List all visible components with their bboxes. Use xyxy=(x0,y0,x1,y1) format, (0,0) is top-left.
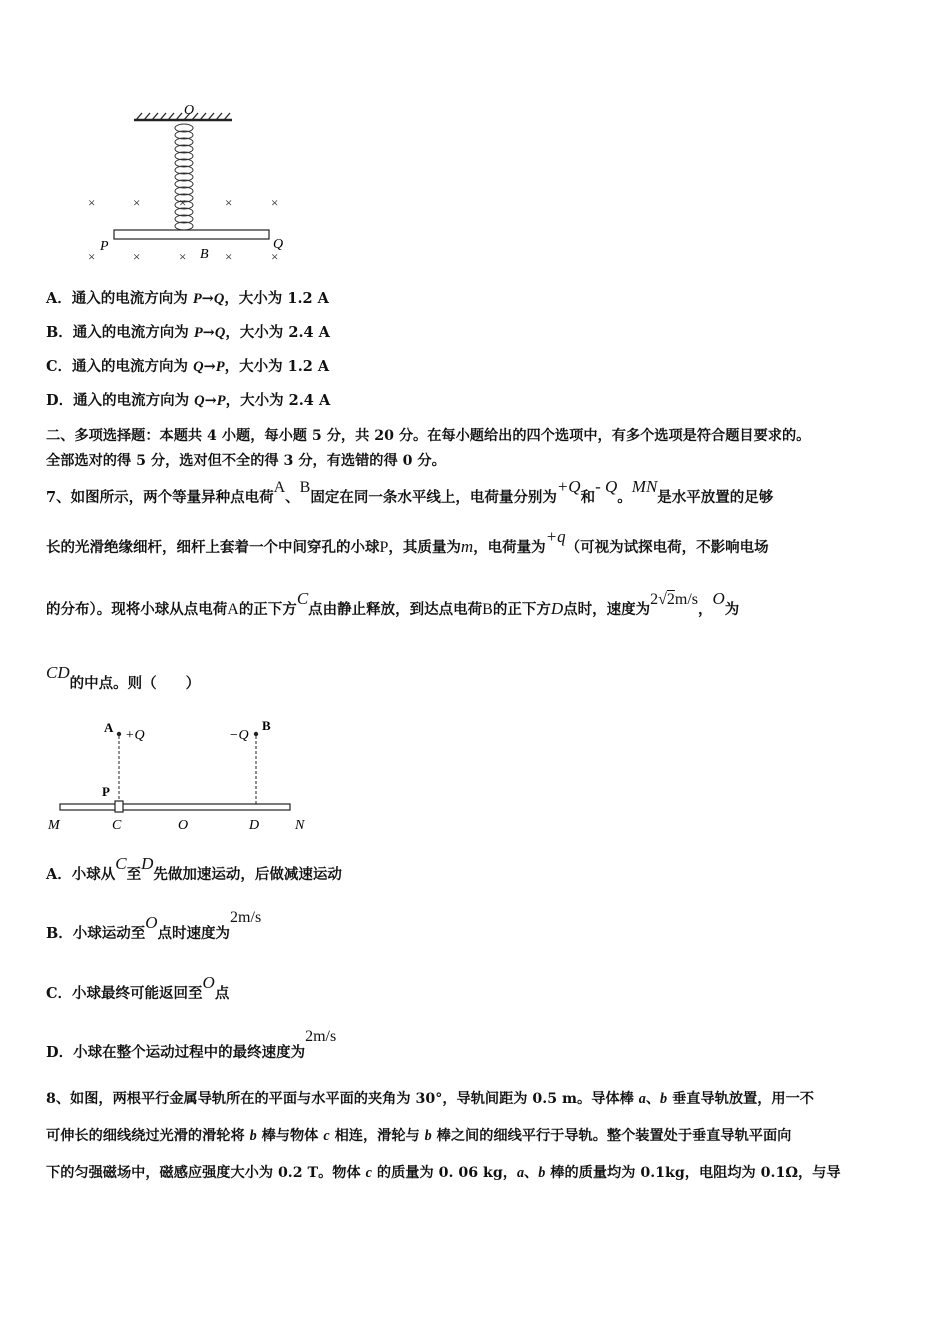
rod-pq xyxy=(114,230,269,239)
ball-p xyxy=(115,801,123,812)
charges-figure xyxy=(44,712,324,837)
label-b: B xyxy=(200,247,209,262)
section2-line2: 全部选对的得 5 分，选对但不全的得 3 分，有选错的得 0 分。 xyxy=(46,453,446,469)
svg-text:×: × xyxy=(225,195,233,210)
label-d: D xyxy=(249,818,260,833)
q7-option-a: A．小球从C至D先做加速运动，后做减速运动 xyxy=(46,854,342,883)
label-m: M xyxy=(48,818,60,833)
label-plus-q: +Q xyxy=(125,728,145,743)
svg-text:×: × xyxy=(133,195,141,210)
rod-mn xyxy=(60,804,290,810)
spring-figure xyxy=(80,98,300,268)
label-o: O xyxy=(184,103,195,118)
label-o: O xyxy=(178,818,189,833)
label-q: Q xyxy=(273,237,284,252)
label-a: A xyxy=(104,720,114,735)
svg-text:×: × xyxy=(88,249,96,264)
q6-option-b: B．通入的电流方向为 P→Q，大小为 2.4 A xyxy=(46,324,330,341)
svg-text:×: × xyxy=(179,249,187,264)
q6-option-d: D．通入的电流方向为 Q→P，大小为 2.4 A xyxy=(46,392,331,409)
speed-value: 2√2m/s xyxy=(650,591,699,608)
q8-line1: 8、如图，两根平行金属导轨所在的平面与水平面的夹角为 30°，导轨间距为 0.5 m。导体棒 a、b 垂直导轨放置，用一不 xyxy=(46,1091,814,1107)
q6-option-c: C．通入的电流方向为 Q→P，大小为 1.2 A xyxy=(46,358,330,375)
q7-line1: 7、如图所示，两个等量异种点电荷A、B固定在同一条水平线上，电荷量分别为+Q和- Q。MN是水平放置的足够 xyxy=(46,477,774,506)
label-minus-q: −Q xyxy=(229,728,249,743)
sqrt-symbol: √ xyxy=(658,591,667,608)
section2-line1: 二、多项选择题：本题共 4 小题，每小题 5 分，共 20 分。在每小题给出的四个选项中，有多个选项是符合题目要求的。 xyxy=(46,428,811,444)
svg-text:×: × xyxy=(271,249,279,264)
q7-option-b: B．小球运动至O点时速度为2m/s xyxy=(46,909,262,942)
svg-text:×: × xyxy=(133,249,141,264)
label-p: P xyxy=(100,239,109,254)
q7-option-c: C．小球最终可能返回至O点 xyxy=(46,973,230,1002)
label-b: B xyxy=(262,718,271,733)
svg-text:×: × xyxy=(88,195,96,210)
label-c: C xyxy=(112,818,122,833)
q8-line3: 下的匀强磁场中，磁感应强度大小为 0.2 T。物体 c 的质量为 0. 06 kg，a、b 棒的质量均为 0.1kg，电阻均为 0.1Ω，与导 xyxy=(46,1165,841,1181)
label-n: N xyxy=(295,818,305,833)
q7-line4: CD的中点。则（ ） xyxy=(46,663,201,692)
label-p: P xyxy=(102,784,110,799)
q6-option-a: A．通入的电流方向为 P→Q，大小为 1.2 A xyxy=(46,290,329,307)
svg-text:×: × xyxy=(271,195,279,210)
q8-line2: 可伸长的细线绕过光滑的滑轮将 b 棒与物体 c 相连，滑轮与 b 棒之间的细线平行于导轨。整个装置处于垂直导轨平面向 xyxy=(46,1128,792,1144)
svg-text:×: × xyxy=(225,249,233,264)
q7-line2: 长的光滑绝缘细杆，细杆上套着一个中间穿孔的小球P，其质量为m，电荷量为+q（可视为试探电荷，不影响电场 xyxy=(46,527,769,556)
q7-line3: 的分布）。现将小球从点电荷A的正下方C点由静止释放，到达点电荷B的正下方D点时，速度为2√2m/s，O为 xyxy=(46,589,740,618)
svg-text:×: × xyxy=(179,195,187,210)
q7-option-d: D．小球在整个运动过程中的最终速度为2m/s xyxy=(46,1028,337,1061)
